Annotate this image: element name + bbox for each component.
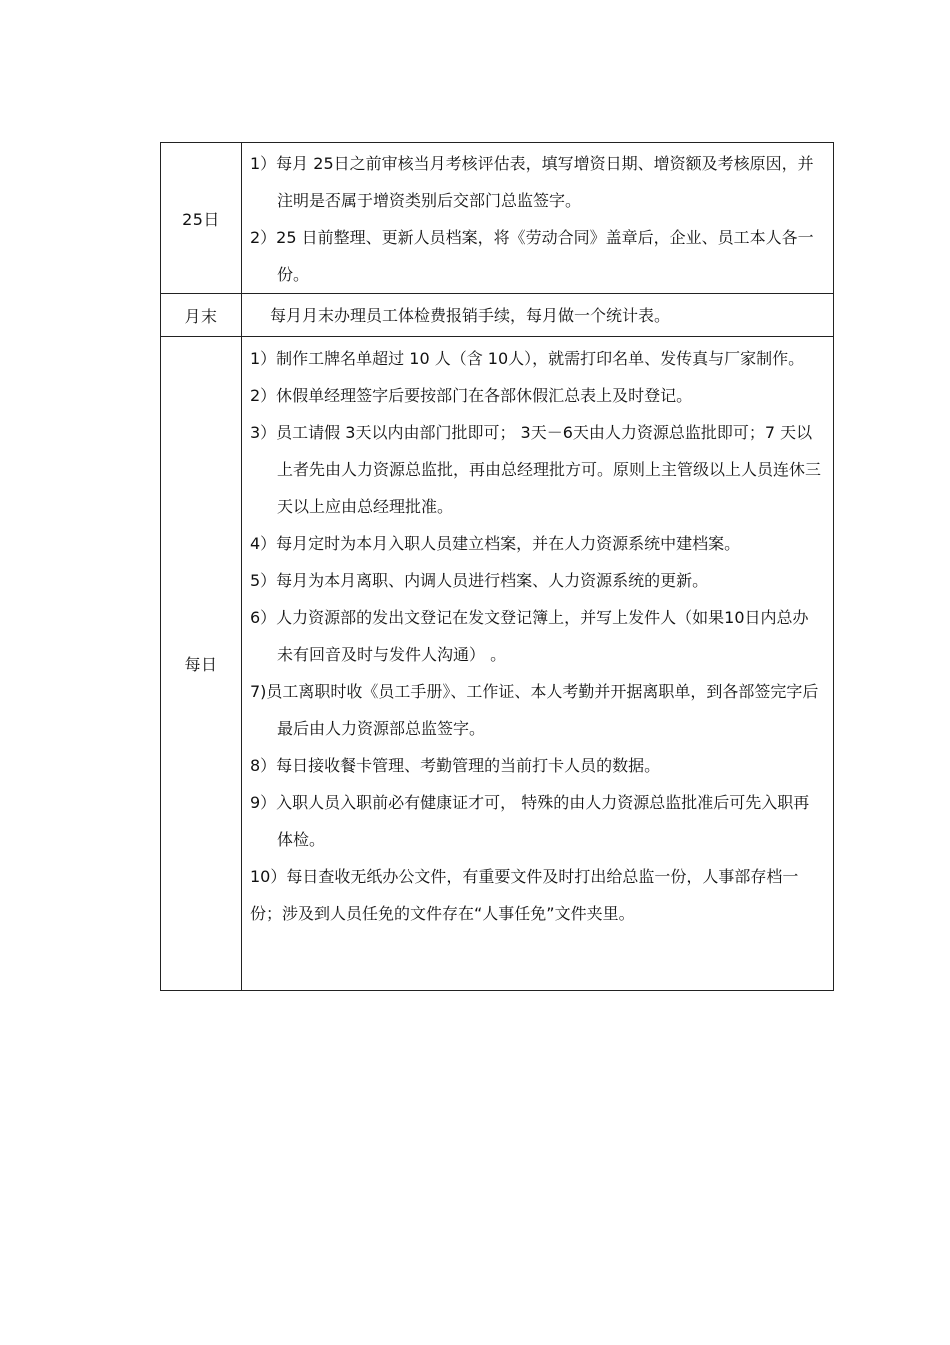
row-content-month-end [242, 294, 834, 337]
list-item: 2）休假单经理签字后要按部门在各部休假汇总表上及时登记。 [250, 386, 693, 405]
row-label-month-end: 月末 [161, 294, 242, 337]
table-row-month-end [161, 294, 834, 337]
row-label-daily: 每日 [161, 337, 242, 991]
list-item: 2）25 日前整理、更新人员档案，将《劳动合同》盖章后，企业、员工本人各一份。 [250, 228, 814, 284]
list-item: 6）人力资源部的发出文登记在发文登记簿上，并写上发件人（如果10日内总办未有回音及时与发件人沟通） 。 [250, 608, 809, 664]
list-item: 7)员工离职时收《员工手册》、工作证、本人考勤并开据离职单，到各部签完字后最后由人力资源部总监签字。 [250, 682, 819, 738]
row-content-25th [242, 143, 834, 294]
row-label-25th: 25日 [161, 143, 242, 294]
list-item: 5）每月为本月离职、内调人员进行档案、人力资源系统的更新。 [250, 571, 709, 590]
list-item: 1）每月 25日之前审核当月考核评估表，填写增资日期、增资额及考核原因，并注明是否属于增资类别后交部门总监签字。 [250, 154, 814, 210]
row-content-daily [242, 337, 834, 991]
hr-schedule-table [160, 142, 834, 991]
list-item: 3）员工请假 3天以内由部门批即可； 3天－6天由人力资源总监批即可；7 天以上者先由人力资源总监批，再由总经理批方可。原则上主管级以上人员连休三天以上应由总经理批准。 [250, 423, 822, 516]
list-item: 9）入职人员入职前必有健康证才可， 特殊的由人力资源总监批准后可先入职再体检。 [250, 793, 810, 849]
list-item: 8）每日接收餐卡管理、考勤管理的当前打卡人员的数据。 [250, 756, 661, 775]
list-item: 1）制作工牌名单超过 10 人（含 10人），就需打印名单、发传真与厂家制作。 [250, 349, 805, 368]
table-row-25th [161, 143, 834, 294]
list-item: 10）每日查收无纸办公文件，有重要文件及时打出给总监一份，人事部存档一份；涉及到人员任免的文件存在“人事任免”文件夹里。 [250, 867, 799, 923]
list-item: 4）每月定时为本月入职人员建立档案，并在人力资源系统中建档案。 [250, 534, 741, 553]
month-end-text: 每月月末办理员工体检费报销手续，每月做一个统计表。 [270, 305, 671, 325]
table-row-daily [161, 337, 834, 991]
